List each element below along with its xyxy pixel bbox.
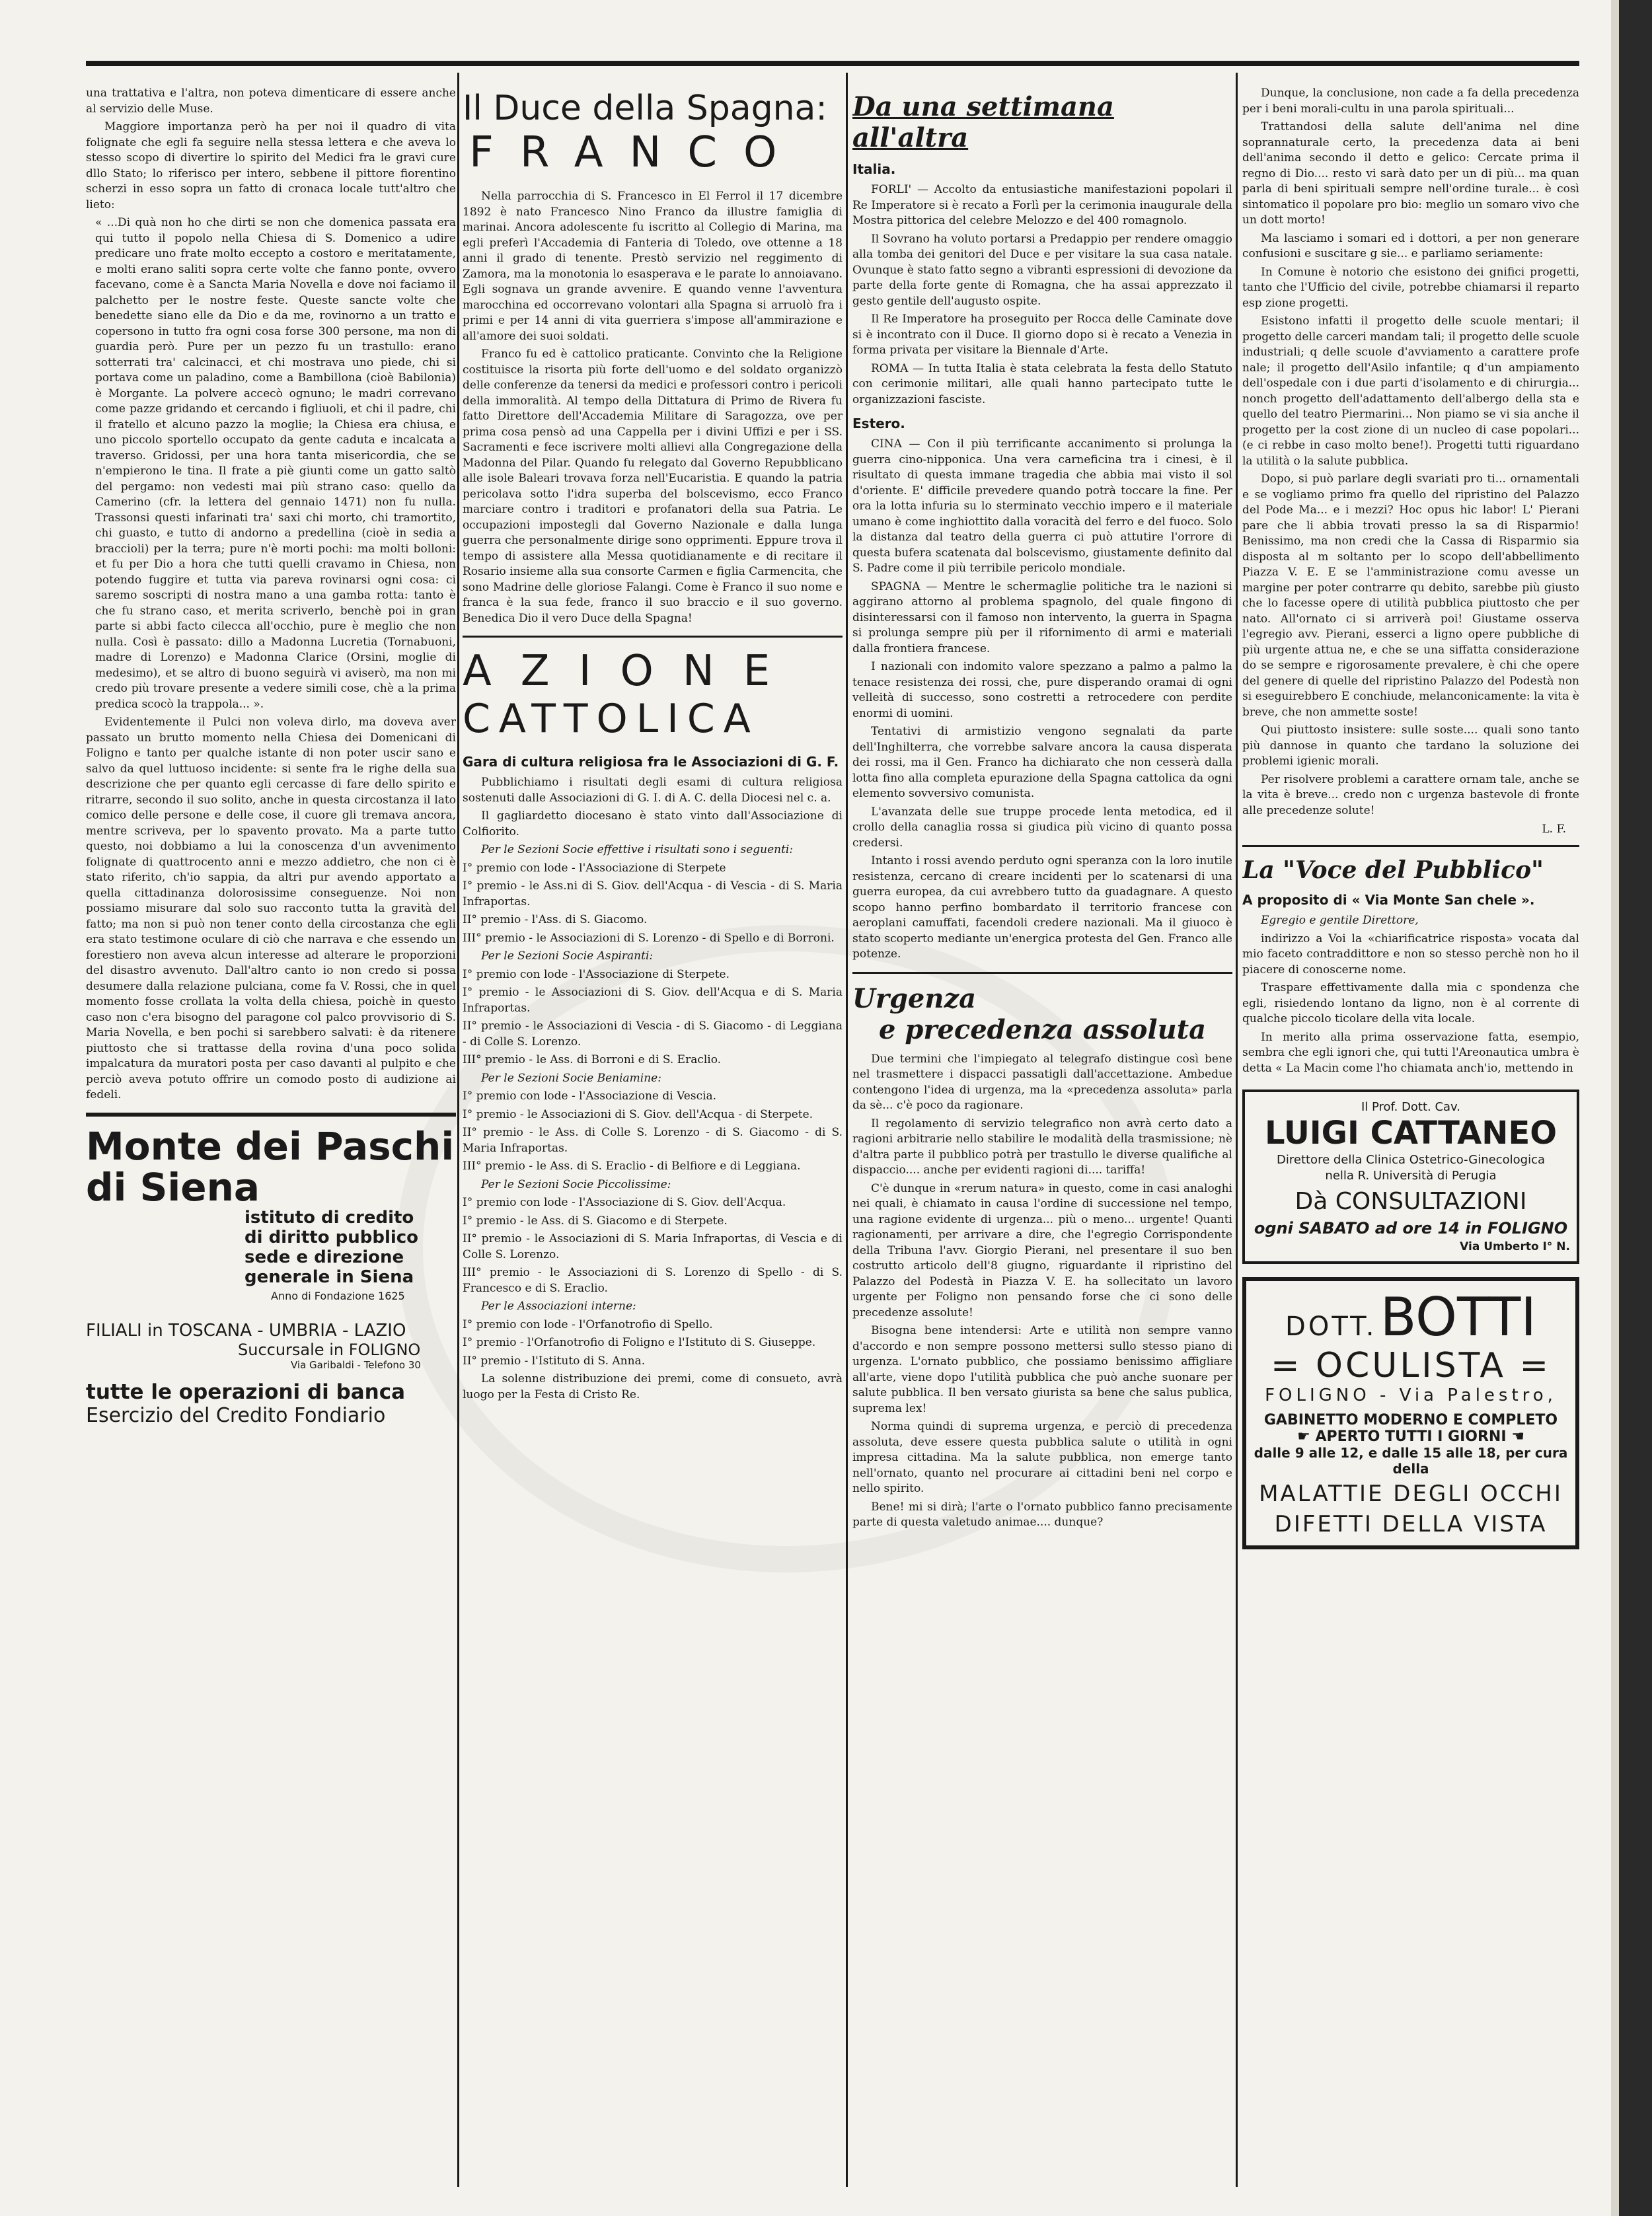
paragraph: Ma lasciamo i somari ed i dottori, a per non generare confusioni e suscitare g sie... e parliamo seriamente:	[1242, 231, 1579, 260]
paragraph: Bisogna bene intendersi: Arte e utilità non sempre vanno d'accordo e non sempre possono mettersi sullo stesso piano di urgenza. L'ornato pubblico, che possiamo benissimo affigliare all'arte, viene dopo l'utilità pubblica che può anche suonare per salute pubblica. Il ben versato giurista sa bene che salus publica, suprema lex!	[852, 1324, 1232, 1415]
column-rule	[457, 73, 459, 2187]
ad-address: Via Umberto I° N.	[1460, 1240, 1570, 1253]
prize-line: III° premio - le Ass. di S. Eraclio - di Belfiore e di Leggiana.	[463, 1160, 801, 1173]
quotation: « ...Di quà non ho che dirti se non che domenica passata era qui tutto il popolo nella Chiesa di S. Domenico a udire predicare uno frate molto eccepto a costoro e meritatamente, e molti erano saliti sopra certe volte che fanno ponte, ovvero facevano, come è a Sancta Maria Novella e dove noi faciamo il palchetto per le nostre feste. Queste sancte volte che benedette siano elle da Dio e da me, rovinorno a un tratto e copersono in tutto fra ogni cosa forse 300 persone, ma non di guardia però. Pure per un pezzo fu un trastullo: erano sotterrati tra' calcinacci, et chi mostrava uno piede, chi si portava come un paladino, come a Bambillona (cioè Babilonia) è Morgante. La polvere accecò ognuno; le madri correvano come pazze gridando et cercando i figliuoli, et chi il padre, chi il fratello et alcuno pazzo la moglie; la Chiesa era chiusa, e uno piccolo sportello occupato da gente caduta e incalcata a traverso. Gridossi, per una hora tanta misericordia, che se n'empierono le tina. Il frate a piè giunti come un gatto saltò del pergamo: non vedesti mai più strano caso: quello da Camerino (cfr. la lettera del gennaio 1471) non fu nulla. Trassonsi questi infarinati tra' saxi chi morto, chi tramortito, chi guasto, e tutto di andorno a predellina (cioè in sedia a braccioli) per la terra; pure n'è morti pochi: ma molti bolloni: et fu per Dio a hora che tutti quelli cravamo in Chiesa, non potendo fuggire et tutta via pareva rovinarsi ogni cosa: ci saremo soscripti di nostra mano a una gamba rotta: tanto è che fu strano caso, et merita scriverlo, benchè poi in gran parte si abbi facto cilecca all'occhio, pure è meglio che non nulla. Così è passato: dillo a Madonna Lucretia (Tornabuoni, madre di Lorenzo) e Madonna Clarice (Orsini, moglie di medesimo), et se altro di buono seguirà vi aviserò, ma non mi credo più trovare presente a vedere simili cose, chè a la prima predica scocò la trappola... ».	[95, 216, 456, 711]
bank-desc: sede e direzione	[244, 1247, 404, 1267]
franco-headline: Il Duce della Spagna:	[463, 89, 827, 128]
section-heading: Per le Sezioni Socie Aspiranti:	[481, 949, 654, 963]
bank-operations: tutte le operazioni di banca	[86, 1380, 406, 1404]
cattolica-headline: CATTOLICA	[463, 696, 759, 742]
paragraph: I nazionali con indomito valore spezzano a palmo a palmo la tenace resistenza dei rossi, che, pure disperando oramai di ogni velleità di successo, sono costretti a retrocedere con perdite enormi di uomini.	[852, 660, 1232, 720]
ad-doctor-name: BOTTI	[1380, 1286, 1536, 1348]
paragraph: Due termini che l'impiegato al telegrafo distingue così bene nel trasmettere i dispacci passatigli dall'accettazione. Ambedue contengono l'idea di urgenza, ma la «precedenza assoluta» parla da sè... c'è poco da ragionare.	[852, 1052, 1232, 1112]
paragraph: indirizzo a Voi la «chiarificatrice risposta» vocata dal mio faceto contraddittore e non so stesso perchè non ho il piacere di conoscerne nome.	[1242, 932, 1579, 977]
paragraph: Intanto i rossi avendo perduto ogni speranza con la loro inutile resistenza, cercano di creare incidenti per lo scatenarsi di una guerra europea, da cui avrebbero tutto da guadagnare. A questo scopo hanno perfino bombardato il territorio francese con aeroplani camuffati, facendoli credere nazionali. Ma il giuoco è stato scoperto mediante un'energica protesta del Gen. Franco alle potenze.	[852, 854, 1232, 961]
paragraph: Il Sovrano ha voluto portarsi a Predappio per rendere omaggio alla tomba dei genitori del Duce e per visitare la sua casa natale. Ovunque è stato fatto segno a vibranti espressioni di devozione da parte della forte gente di Romagna, che ha assai apprezzato il gesto gentile dell'augusto ospite.	[852, 232, 1232, 308]
paragraph: una trattativa e l'altra, non poteva dimenticare di essere anche al servizio delle Muse.	[86, 87, 456, 116]
page-edge-shadow	[1611, 0, 1619, 2216]
prize-line: III° premio - le Ass. di Borroni e di S. Eraclio.	[463, 1053, 722, 1066]
prize-line: I° premio con lode - l'Associazione di S. Giov. dell'Acqua.	[463, 1196, 786, 1209]
prize-line: I° premio - le Ass. di S. Giacomo e di Sterpete.	[463, 1214, 728, 1228]
paragraph: SPAGNA — Mentre le schermaglie politiche tra le nazioni si aggirano attorno al problema spagnolo, del quale fingono di disinteressarsi con il famoso non intervento, la guerra in Spagna si prolunga sempre più per il rifornimento di armi e materiali dalla frontiera francese.	[852, 579, 1232, 655]
paragraph: Il gagliardetto diocesano è stato vinto dall'Associazione di Colfiorito.	[463, 809, 843, 838]
ad-role: Direttore della Clinica Ostetrico-Ginecologica	[1277, 1153, 1545, 1167]
voce-headline: La "Voce del Pubblico"	[1242, 856, 1544, 884]
ad-dott: DOTT.	[1285, 1311, 1377, 1342]
azione-headline: AZIONE	[463, 647, 800, 696]
hand-left-icon: ☛	[1297, 1428, 1310, 1445]
paragraph: Tentativi di armistizio vengono segnalati da parte dell'Inghilterra, che vorrebbe salvare ancora la causa disperata dei rossi, ma il Gen. Franco ha dichiarato che non cesserà dalla lotta fino alla completa epurazione della Spagna cattolica da ogni elemento sovversivo comunista.	[852, 725, 1232, 800]
ad-header-line	[1253, 1286, 1569, 1348]
paragraph: FORLI' — Accolto da entusiastiche manifestazioni popolari il Re Imperatore si è recato a Forlì per la cerimonia inaugurale della Mostra pittorica del celebre Melozzo e del 400 romagnolo.	[852, 183, 1232, 227]
paragraph: ROMA — In tutta Italia è stata celebrata la festa dello Statuto con cerimonie militari, alle quali hanno partecipato tutte le organizzazioni fasciste.	[852, 361, 1232, 406]
paragraph: In Comune è notorio che esistono dei gnifici progetti, tanto che l'Ufficio del civile, potrebbe chiamarsi il reparto esp zione progetti.	[1242, 265, 1579, 310]
prize-line: I° premio con lode - l'Associazione di Vescia.	[463, 1090, 717, 1103]
paragraph: Norma quindi di suprema urgenza, e perciò di precedenza assoluta, deve essere questa pubblica salute o utilità in ogni impresa cittadina. Ma la salute pubblica, non emerge tanto nell'ornato, quanto nel procurare ai cittadini beni nel corpo e nello spirito.	[852, 1420, 1232, 1495]
hand-right-icon: ☚	[1511, 1428, 1524, 1445]
paragraph: Traspare effettivamente dalla mia c spondenza che egli, risiedendo lontano da ligno, non è al corrente di qualche piccolo ticolare della vita locale.	[1242, 981, 1579, 1025]
bank-credito: Esercizio del Credito Fondiario	[86, 1403, 386, 1427]
prize-line: III° premio - le Associazioni di S. Lorenzo - di Spello e di Borroni.	[463, 931, 835, 945]
ad-diseases: MALATTIE DEGLI OCCHI	[1259, 1481, 1563, 1507]
top-rule	[86, 61, 1579, 66]
ad-role-2: nella R. Università di Perugia	[1325, 1169, 1497, 1183]
paragraph: Evidentemente il Pulci non voleva dirlo, ma doveva aver passato un brutto momento nella Chiesa dei Domenicani di Foligno e tanto per qualche istante di non poter uscir sano e salvo da quel luttuoso incidente: si sente fra le righe della sua descrizione che per quanto egli cercasse di fare dello spirito e ritrarre, secondo il suo solito, anche in questa circostanza il lato comico delle persone e delle cose, il cuore gli tremava ancora, mentre scriveva, per lo spavento provato. Ma a parte tutto questo, noi dobbiamo a lui la conoscenza d'un avvenimento folignate di quattrocento anni e mezzo addietro, che non ci è stato riferito, ch'io sappia, da altri pur avendo apportato a quella cittadinanza dolorosissime conseguenze. Noi non possiamo misurare dal solo suo racconto tutta la gravità del fatto; ma non si può non tener conto della circostanza che egli era stato testimone oculare di ciò che narrava e che essendo un forestiero non aveva alcun interesse ad alterare le proporzioni del disastro avvenuto. Dall'altro canto io non credo si possa desumere dalla relazione pulciana, come fa V. Rossi, che in quel momento fosse crollata la volta della chiesa, poichè in questo caso non c'era bisogno del paragone col palco provvisorio di S. Maria Novella, e ben pochi si sarebbero salvati: è da ritenere piuttosto che si trattasse della rovina d'una poco solida impalcatura da muratori posta per caso davanti al pulpito e che perciò aveva potuto offrire un comodo posto di audizione ai fedeli.	[86, 716, 456, 1101]
bank-name: Monte dei Paschi	[86, 1123, 455, 1169]
prize-line: I° premio - le Ass.ni di S. Giov. dell'Acqua - di Vescia - di S. Maria Infraportas.	[463, 879, 843, 908]
prize-line: II° premio - le Associazioni di S. Maria Infraportas, di Vescia e di Colle S. Lorenzo.	[463, 1232, 843, 1261]
bank-desc: istituto di credito	[244, 1207, 414, 1228]
section-heading: Per le Sezioni Socie Beniamine:	[481, 1071, 661, 1085]
ad-cattaneo	[1242, 1090, 1579, 1264]
paragraph: Dopo, si può parlare degli svariati pro ti... ornamentali e se vogliamo primo fra quello del ripristino del Palazzo del Pode Ma... e i mezzi? Hoc opus hic labor! L' Pierani pare che li abbia trovati presso la sa di Risparmio! Benissimo, ma non credi che la Cassa di Risparmio sia disposta al m soltanto per lo scopo dell'abbellimento Piazza V. E. E se l'amministrazione comu avesse un margine per poter contrarre qu debito, sarebbe più giusto che lo facesse opere di utilità pubblica piuttosto che per nato. All'ornato ci si arriverà poi! Giustame osserva l'egregio avv. Pierani, esserci a ligno opere pubbliche di più urgente attua ne, e che se una siffatta considerazione do se sempre e rigorosamente prevalere, è chi che opere del genere di quelle del ripristino Palazzo del Podestà non si eseguirebbero E conchiude, melanconicamente: la vita è breve, che non ammette soste!	[1242, 472, 1579, 719]
voce-subtitle: A proposito di « Via Monte San chele ».	[1242, 892, 1535, 908]
pulci-article	[86, 86, 456, 1103]
prize-line: I° premio con lode - l'Orfanotrofio di Spello.	[463, 1317, 713, 1331]
franco-headline-name: FRANCO	[469, 128, 804, 177]
paragraph: In merito alla prima osservazione fatta, esempio, sembra che egli ignori che, qui tutti l'Areonautica umbra è detta « La Macin come l'ho chiamata anch'io, mettendo in	[1242, 1030, 1579, 1075]
section-heading: Per le Sezioni Socie Piccolissime:	[481, 1177, 671, 1191]
ad-title: Il Prof. Dott. Cav.	[1361, 1100, 1461, 1114]
paragraph: L'avanzata delle sue truppe procede lenta metodica, ed il crollo della canaglia rossa si giudica più vicino di quanto possa credersi.	[852, 805, 1232, 850]
prize-line: III° premio - le Associazioni di S. Lorenzo di Spello - di S. Francesco e di S. Eraclio.	[463, 1266, 843, 1295]
prize-line: I° premio - l'Orfanotrofio di Foligno e l'Istituto di S. Giuseppe.	[463, 1336, 816, 1349]
ad-hours: dalle 9 alle 12, e dalle 15 alle 18, per cura della	[1254, 1445, 1568, 1477]
section-heading: Per le Associazioni interne:	[481, 1300, 636, 1313]
prize-line: II° premio - le Ass. di Colle S. Lorenzo - di S. Giacomo - di S. Maria Infraportas.	[463, 1126, 843, 1155]
urgenza-headline-2: e precedenza assoluta	[879, 1014, 1207, 1045]
paragraph: C'è dunque in «rerum natura» in questo, come in casi analoghi nei quali, è chiamato in causa l'ordine di successione nel tempo, una ragione evidente di urgenza... più o meno... urgente! Quanti ragionamenti, per arrivare a dire, che l'egregio Corrispondente della Tribuna l'avv. Giorgio Pierani, nel presentare il suo ben costrutto articolo dell'8 giugno, riguardante il ripristino del Palazzo del Podestà in Piazza V. E. ha sollecitato un lavoro urgente per Foligno non pensando forse che ci sono delle precedenze assolute!	[852, 1181, 1232, 1319]
ad-defects: DIFETTI DELLA VISTA	[1274, 1511, 1548, 1537]
settimana-headline	[852, 91, 1232, 153]
urgenza-headline: Urgenza	[852, 982, 977, 1014]
paragraph: Per risolvere problemi a carattere ornam tale, anche se la vita è breve... credo non c urgenza bastevole di fronte alle precedenze solute!	[1242, 772, 1579, 817]
ad-open-text: APERTO TUTTI I GIORNI	[1315, 1428, 1507, 1445]
column-rule	[1236, 73, 1238, 2187]
page-edge	[1619, 0, 1652, 2216]
column-3	[852, 86, 1232, 2200]
paragraph: Franco fu ed è cattolico praticante. Convinto che la Religione costituisce la risorta più forte dell'uomo e del soldato organizzò delle conferenze da tenersi da medici e professori contro i pericoli della immoralità. Al tempo della Dittatura di Primo de Rivera fu fatto Direttore dell'Accademia Militare di Saragozza, ove per prima cosa pensò ad una Cappella per i divini Uffizi e per i SS. Sacramenti e fece iscrivere molti allievi alla Congregazione della Madonna del Pilar. Quando fu relegato dal Governo Repubblicano alle isole Baleari trovava forza nell'Eucaristia. E quando la patria pericolava sotto l'idra superba del bolscevismo, ecco Franco marciare contro i traditori e profanatori della sua Patria. Le occupazioni impostegli dal Governo Nazionale e dalla lunga guerra che personalmente dirige sono opprimenti. Eppure trova il tempo di assistere alla Messa quotidianamente e di recitare il Rosario insieme alla sua consorte Carmen e figlia Carmencita, che sono Madrine delle gloriose Falangi. Come è Franco il suo nome e franca è la sua fede, franco il suo braccio e il suo governo. Benedica Dio il vero Duce della Spagna!	[463, 348, 843, 625]
section-rule	[463, 636, 843, 638]
paragraph: CINA — Con il più terrificante accanimento si prolunga la guerra cino-nipponica. Una vera carneficina tra i cinesi, è il risultato di questa immane tragedia che abbia mai visto il sol d'oriente. E' difficile prevedere quando potrà toccare la fine. Per ora la lotta infuria su lo sterminato vecchio impero e il materiale umano è come inghiottito dalla voracità del ferro e del fuoco. Solo la distanza dal teatro della guerra ci può attutire l'orrore di questa bufera scatenata dal bolscevismo, giustamente definito dal S. Padre come il più terribile pericolo mondiale.	[852, 437, 1232, 575]
column-2	[463, 86, 843, 2200]
paragraph: Esistono infatti il progetto delle scuole mentari; il progetto delle carceri mandam tali; il progetto delle scuole industriali; q delle scuole d'avviamento a carattere profe nale; il progetto dell'Asilo infantile; q d'un ampiamento dell'ospedale con i due parti d'isolamento e di chirurgia... nonch progetto dell'adattamento dell'albergo della sta e quello del teatro Piermarini... Non piamo se vi sia anche il progetto per la cost zione di un nucleo di case popolari... (e ci rebbe in caso molto bene!). Progetti tutti riguardano la utilità o la salute pubblica.	[1242, 314, 1579, 468]
gara-title: Gara di cultura religiosa fra le Associazioni di G. F.	[463, 754, 839, 770]
ad-consultations: Dà CONSULTAZIONI	[1295, 1188, 1527, 1215]
prize-line: I° premio con lode - l'Associazione di Sterpete.	[463, 967, 730, 981]
paragraph: Il regolamento di servizio telegrafico non avrà certo dato a ragioni arbitrarie nello stabilire le modalità della trasmissione; nè d'altra parte il pubblico potrà per trastullo le diverse qualifiche al dispaccio.... anche per evidenti ragioni di.... tariffa!	[852, 1117, 1232, 1177]
settimana-headline-text: Da una settimana all'altra	[852, 91, 1114, 153]
ad-doctor-name: LUIGI CATTANEO	[1264, 1115, 1558, 1152]
signature: L. F.	[1542, 823, 1566, 836]
ad-open	[1253, 1428, 1569, 1445]
bank-founded: Anno di Fondazione 1625	[271, 1289, 405, 1302]
bank-succursale: Succursale in FOLIGNO	[238, 1340, 421, 1359]
paragraph: Qui piuttosto insistere: sulle soste.... quali sono tanto più dannose in quanto che tardano la soluzione dei problemi igienic morali.	[1242, 723, 1579, 768]
prize-line: II° premio - l'Istituto di S. Anna.	[463, 1354, 646, 1368]
ad-specialty: = OCULISTA =	[1270, 1346, 1552, 1385]
column-1	[86, 86, 456, 2200]
paragraph: Nella parrocchia di S. Francesco in El Ferrol il 17 dicembre 1892 è nato Francesco Nino Franco da illustre famiglia di marinai. Ancora adolescente fu iscritto al Collegio di Marina, ma egli preferì l'Accademia di Fanteria di Toledo, ove ottenne a 18 anni il grado di tenente. Prestò servizio nel reggimento di Zamora, ma la monotonia lo esasperava e le parate lo annoiavano. Egli sognava un grande avvenire. E quando venne l'avventura marocchina ed occorrevano volontari alla Spagna si arruolò fra i primi e per 14 anni di vita guerriera s'impose all'ammirazione e all'amore dei suoi soldati.	[463, 190, 843, 343]
prize-line: I° premio - le Associazioni di S. Giov. dell'Acqua e di S. Maria Infraportas.	[463, 986, 843, 1015]
bank-name-2: di Siena	[86, 1164, 260, 1210]
paragraph: Trattandosi della salute dell'anima nel dine soprannaturale certo, la precedenza data ai beni dell'anima secondo il detto e gelico: Cercate prima il regno di Dio.... resto vi sarà dato per un di più... ma quan parla di beni spirituali sempre nell'ordine turale... è così sintomatico il popolare pro bio: meglio un somaro vivo che un dott morto!	[1242, 120, 1579, 227]
section-rule	[852, 972, 1232, 974]
bank-desc: generale in Siena	[244, 1267, 414, 1287]
section-rule	[1242, 845, 1579, 847]
column-rule	[846, 73, 848, 2187]
prize-line: II° premio - l'Ass. di S. Giacomo.	[463, 913, 648, 926]
bank-branches: FILIALI in TOSCANA - UMBRIA - LAZIO	[86, 1320, 406, 1341]
paragraph: La solenne distribuzione dei premi, come di consueto, avrà luogo per la Festa di Cristo Re.	[463, 1372, 843, 1401]
bank-address: Via Garibaldi - Telefono 30	[291, 1358, 421, 1371]
ad-botti	[1242, 1277, 1579, 1549]
paragraph: Per le Sezioni Socie effettive i risultati sono i seguenti:	[481, 843, 794, 856]
prize-line: I° premio - le Associazioni di S. Giov. dell'Acqua - di Sterpete.	[463, 1107, 813, 1121]
ad-monte-dei-paschi	[86, 1113, 456, 1427]
ad-city: FOLIGNO - Via Palestro,	[1265, 1385, 1557, 1405]
paragraph: Maggiore importanza però ha per noi il quadro di vita folignate che egli fa seguire nella stessa lettera e che aveva lo stesso scopo di divertire lo spirito del Medici fra le gravi cure dllo Stato; lo riferisco per intero, sebbene il pittore fiorentino scherzi in esso sopra un fatto di cronaca locale tutt'altro che lieto:	[86, 120, 456, 211]
prize-line: II° premio - le Associazioni di Vescia - di S. Giacomo - di Leggiana - di Colle S. Lorenzo.	[463, 1019, 843, 1049]
ad-gabinetto: GABINETTO MODERNO E COMPLETO	[1263, 1412, 1558, 1428]
column-4	[1242, 86, 1579, 2200]
estero-label: Estero.	[852, 416, 905, 431]
italia-label: Italia.	[852, 161, 896, 177]
bank-desc: di diritto pubblico	[244, 1227, 419, 1247]
paragraph: Bene! mi si dirà; l'arte o l'ornato pubblico fanno precisamente parte di questa valetudo animae.... dunque?	[852, 1500, 1232, 1529]
ad-schedule: ogni SABATO ad ore 14 in FOLIGNO	[1254, 1219, 1568, 1237]
paragraph: Pubblichiamo i risultati degli esami di cultura religiosa sostenuti dalle Associazioni di G. I. di A. C. della Diocesi nel c. a.	[463, 776, 843, 805]
salutation: Egregio e gentile Direttore,	[1261, 914, 1419, 927]
paragraph: Il Re Imperatore ha proseguito per Rocca delle Caminate dove si è incontrato con il Duce. Il giorno dopo si è recato a Venezia in forma privata per visitare la Biennale d'Arte.	[852, 313, 1232, 357]
paragraph: Dunque, la conclusione, non cade a fa della precedenza per i beni morali-cultu in una parola spirituali...	[1242, 87, 1579, 116]
prize-line: I° premio con lode - l'Associazione di Sterpete	[463, 861, 726, 875]
